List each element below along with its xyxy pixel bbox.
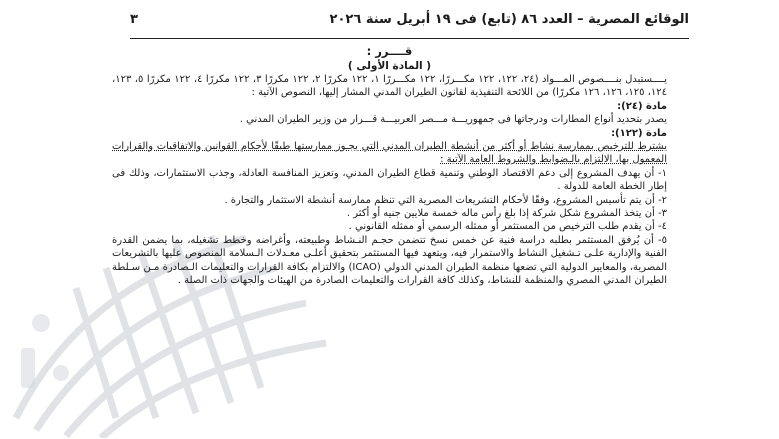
page-number: ٣ [130, 12, 138, 27]
condition-item: ٥- أن يُرفق المستثمر بطلبه دراسة فنية عن خمس نسخ تتضمن حجـم النـشاط وطبيعته، وأغراضه وخطط تشغيله، بما يضمن القدرة الفنية والإدارية علـى تـشغيل النشاط والاستمرار فيه، ويتعهد فيها المستثمر بتحقيق أعلـى معـدلات الـسلامة المنصوص عليها بالتشريعات المصرية، والمعايير الدولية التي تضعها منظمة الطيران المدني الدولي (ICAO) والالتزام بكافة القرارات والتعليمات الـصادرة مـن سـلطة الطيران المدني المصري والمنظمة للنشاط، وكذلك كافة القرارات والتعليمات الصادرة من الهيئات والجهات ذات الصلة . [112, 234, 667, 287]
condition-item: ٢- أن يتم تأسيس المشروع، وفقًا لأحكام التشريعات المصرية التي تنظم ممارسة أنشطة الاستثمار والتجارة . [224, 194, 667, 206]
article-24-text: يصدر بتحديد أنواع المطارات ودرجاتها فى جمهوريـــة مـــصر العربيـــة قـــرار من وزير الطيران المدني . [239, 114, 667, 126]
decree-heading: قــــرر : [366, 44, 413, 58]
article-122-intro: يشترط للترخيص بممارسة نشاط أو أكثر من أنشطة الطيران المدني التي يجـوز ممارستها طبقًا لأحكام القوانين والاتفاقيات والقرارات المعمول بها، الالتزام بالـضوابط والشروط العامة الآتية : [112, 141, 667, 166]
article-24-heading: مادة (٢٤): [617, 100, 667, 112]
article-122-heading: مادة (١٢٢): [611, 127, 667, 139]
page-header [130, 12, 689, 36]
condition-item: ٣- أن يتخذ المشروع شكل شركة إذا بلغ رأس ماله خمسة ملايين جنيه أو أكثر . [346, 208, 667, 220]
gazette-title: الوقائع المصرية – العدد ٨٦ (تابع) فى ١٩ أبريل سنة ٢٠٢٦ [329, 12, 689, 27]
decree-intro: يــــستبدل بنــــصوص المـــواد (٢٤، ١٢٢، ١٢٢ مكـــررًا، ١٢٢ مكـــررًا ١، ١٢٢ مكررًا ٢، ١٢٢ مكررًا ٣، ١٢٢ مكررًا ٤، ١٢٢ مكررًا ٥، ١٢٣، ١٢٤، ١٢٥، ١٢٦، ١٢٦ مكررًا) من اللائحة التنفيذية لقانون الطيران المدني المشار إليها، النصوص الآتية : [112, 74, 668, 99]
condition-item: ٤- أن يقدم طلب الترخيص من المستثمر أو ممثله الرسمي أو ممثله القانوني . [348, 221, 667, 233]
condition-item: ١- أن يهدف المشروع إلى دعم الاقتصاد الوطني وتنمية قطاع الطيران المدني، وتعزيز المنافسة العادلة، وجذب الاستثمارات، وذلك فى إطار الخطة العامة للدولة . [112, 167, 667, 193]
header-divider [130, 38, 689, 39]
first-article-heading: ( المادة الأولى ) [347, 60, 432, 72]
document-body [112, 44, 667, 288]
